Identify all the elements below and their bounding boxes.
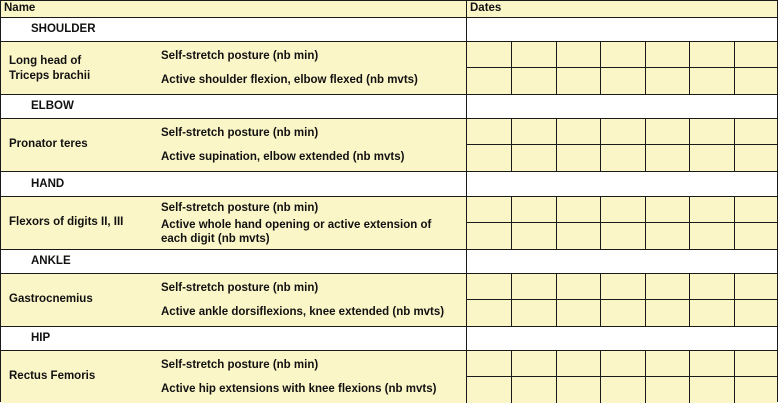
date-cell[interactable] bbox=[600, 377, 645, 403]
section-title: ELBOW bbox=[31, 100, 74, 112]
muscle-name bbox=[9, 137, 88, 152]
column-divider bbox=[600, 197, 601, 249]
row-divider bbox=[466, 144, 777, 145]
muscle-name-line: Triceps brachii bbox=[9, 70, 91, 82]
column-divider bbox=[645, 197, 646, 249]
exercise-label-line: each digit (nb mvts) bbox=[161, 233, 270, 245]
date-cell[interactable] bbox=[645, 197, 689, 223]
column-divider bbox=[645, 42, 646, 94]
date-cell[interactable] bbox=[600, 197, 645, 223]
column-divider bbox=[600, 42, 601, 94]
row-divider bbox=[466, 299, 777, 300]
date-cell[interactable] bbox=[466, 300, 511, 326]
section-title: HAND bbox=[31, 178, 65, 190]
column-divider bbox=[734, 119, 735, 171]
date-cell[interactable] bbox=[734, 119, 777, 145]
column-divider bbox=[511, 274, 512, 326]
section-row-elbow bbox=[1, 95, 777, 118]
date-cell[interactable] bbox=[600, 145, 645, 171]
date-cell[interactable] bbox=[556, 377, 600, 403]
date-cell[interactable] bbox=[734, 145, 777, 171]
header-dates-label: Dates bbox=[470, 2, 502, 14]
column-divider bbox=[689, 197, 690, 249]
muscle-name bbox=[9, 54, 90, 84]
muscle-name-line: Rectus Femoris bbox=[9, 370, 96, 382]
row-divider bbox=[1, 171, 777, 172]
date-cell[interactable] bbox=[466, 145, 511, 171]
date-cell[interactable] bbox=[511, 351, 556, 377]
column-divider bbox=[734, 197, 735, 249]
date-cell[interactable] bbox=[645, 274, 689, 300]
muscle-name-line: Gastrocnemius bbox=[9, 293, 93, 305]
column-divider bbox=[645, 119, 646, 171]
exercise-label bbox=[161, 218, 431, 246]
column-divider bbox=[689, 42, 690, 94]
date-cell[interactable] bbox=[600, 351, 645, 377]
date-cell[interactable] bbox=[466, 274, 511, 300]
section-title: ANKLE bbox=[31, 255, 71, 267]
date-cell[interactable] bbox=[689, 274, 734, 300]
date-cell[interactable] bbox=[600, 119, 645, 145]
date-cell[interactable] bbox=[689, 42, 734, 68]
date-cell[interactable] bbox=[511, 197, 556, 223]
date-cell[interactable] bbox=[734, 68, 777, 94]
muscle-name-line: Pronator teres bbox=[9, 138, 88, 150]
exercise-block-ankle bbox=[1, 274, 466, 326]
column-divider bbox=[556, 274, 557, 326]
date-cell[interactable] bbox=[689, 145, 734, 171]
table-header-row bbox=[1, 1, 777, 18]
date-cell[interactable] bbox=[511, 119, 556, 145]
date-cell[interactable] bbox=[645, 68, 689, 94]
date-cell[interactable] bbox=[511, 377, 556, 403]
date-cell[interactable] bbox=[556, 274, 600, 300]
date-cell[interactable] bbox=[734, 42, 777, 68]
date-cell[interactable] bbox=[689, 68, 734, 94]
column-divider bbox=[600, 351, 601, 403]
column-divider bbox=[734, 274, 735, 326]
date-cell[interactable] bbox=[556, 300, 600, 326]
date-cell[interactable] bbox=[466, 68, 511, 94]
column-divider bbox=[645, 351, 646, 403]
section-title: SHOULDER bbox=[31, 23, 96, 35]
date-cell[interactable] bbox=[645, 119, 689, 145]
column-divider bbox=[645, 274, 646, 326]
muscle-name-line: Flexors of digits II, III bbox=[9, 216, 124, 228]
date-cell[interactable] bbox=[511, 145, 556, 171]
column-divider bbox=[556, 351, 557, 403]
date-cell[interactable] bbox=[556, 223, 600, 249]
date-cell[interactable] bbox=[645, 300, 689, 326]
date-cell[interactable] bbox=[511, 68, 556, 94]
column-divider bbox=[689, 119, 690, 171]
exercise-label: Self-stretch posture (nb min) bbox=[161, 50, 319, 62]
date-cell[interactable] bbox=[556, 145, 600, 171]
exercise-block-hand bbox=[1, 197, 466, 249]
date-cell[interactable] bbox=[600, 68, 645, 94]
date-cell[interactable] bbox=[734, 197, 777, 223]
date-cell[interactable] bbox=[600, 223, 645, 249]
column-divider bbox=[511, 119, 512, 171]
date-cell[interactable] bbox=[466, 42, 511, 68]
date-cell[interactable] bbox=[511, 300, 556, 326]
column-divider bbox=[556, 42, 557, 94]
muscle-name bbox=[9, 292, 93, 307]
row-divider bbox=[466, 222, 777, 223]
exercise-label: Self-stretch posture (nb min) bbox=[161, 202, 319, 214]
column-divider bbox=[734, 42, 735, 94]
column-divider bbox=[511, 42, 512, 94]
date-cell[interactable] bbox=[689, 377, 734, 403]
exercise-label: Self-stretch posture (nb min) bbox=[161, 282, 319, 294]
column-divider bbox=[511, 351, 512, 403]
column-divider bbox=[689, 351, 690, 403]
date-cell[interactable] bbox=[734, 351, 777, 377]
exercise-block-elbow bbox=[1, 119, 466, 171]
date-cell[interactable] bbox=[556, 119, 600, 145]
date-cell[interactable] bbox=[645, 42, 689, 68]
date-cell[interactable] bbox=[600, 300, 645, 326]
exercise-label: Self-stretch posture (nb min) bbox=[161, 127, 319, 139]
exercise-label-line: Active whole hand opening or active extension of bbox=[161, 219, 432, 231]
date-cell[interactable] bbox=[556, 42, 600, 68]
date-cell[interactable] bbox=[734, 223, 777, 249]
date-cell[interactable] bbox=[511, 274, 556, 300]
column-divider bbox=[734, 351, 735, 403]
date-cell[interactable] bbox=[645, 377, 689, 403]
exercise-label: Active supination, elbow extended (nb mvts) bbox=[161, 151, 405, 163]
date-cell[interactable] bbox=[466, 377, 511, 403]
date-cell[interactable] bbox=[689, 197, 734, 223]
row-divider bbox=[466, 67, 777, 68]
date-cell[interactable] bbox=[466, 351, 511, 377]
column-divider bbox=[466, 1, 467, 403]
date-cell[interactable] bbox=[466, 223, 511, 249]
date-cell[interactable] bbox=[645, 351, 689, 377]
column-divider bbox=[600, 119, 601, 171]
section-row-hip bbox=[1, 327, 777, 350]
date-cell[interactable] bbox=[689, 351, 734, 377]
muscle-name-line: Long head of bbox=[9, 55, 82, 67]
exercise-label: Self-stretch posture (nb min) bbox=[161, 359, 319, 371]
exercise-label: Active shoulder flexion, elbow flexed (nb mvts) bbox=[161, 74, 418, 86]
date-cell[interactable] bbox=[600, 42, 645, 68]
column-divider bbox=[556, 119, 557, 171]
date-cell[interactable] bbox=[511, 42, 556, 68]
date-cell[interactable] bbox=[600, 274, 645, 300]
date-cell[interactable] bbox=[734, 274, 777, 300]
section-title: HIP bbox=[31, 332, 51, 344]
exercise-block-shoulder bbox=[1, 42, 466, 94]
date-cell[interactable] bbox=[466, 197, 511, 223]
date-cell[interactable] bbox=[556, 68, 600, 94]
date-cell[interactable] bbox=[645, 145, 689, 171]
section-row-shoulder bbox=[1, 18, 777, 41]
date-cell[interactable] bbox=[689, 119, 734, 145]
date-cell[interactable] bbox=[734, 377, 777, 403]
column-divider bbox=[556, 197, 557, 249]
date-cell[interactable] bbox=[556, 351, 600, 377]
muscle-name bbox=[9, 215, 123, 230]
date-cell[interactable] bbox=[511, 223, 556, 249]
exercise-label: Active ankle dorsiflexions, knee extended (nb mvts) bbox=[161, 306, 445, 318]
date-cell[interactable] bbox=[466, 119, 511, 145]
column-divider bbox=[511, 197, 512, 249]
column-divider bbox=[600, 274, 601, 326]
exercise-block-hip bbox=[1, 351, 466, 403]
date-cell[interactable] bbox=[689, 223, 734, 249]
date-cell[interactable] bbox=[689, 300, 734, 326]
date-cell[interactable] bbox=[734, 300, 777, 326]
section-row-ankle bbox=[1, 250, 777, 273]
date-cell[interactable] bbox=[645, 223, 689, 249]
section-row-hand bbox=[1, 173, 777, 196]
header-name-label: Name bbox=[4, 2, 36, 14]
row-divider bbox=[466, 376, 777, 377]
exercise-label: Active hip extensions with knee flexions (nb mvts) bbox=[161, 383, 437, 395]
column-divider bbox=[689, 274, 690, 326]
muscle-name bbox=[9, 369, 95, 384]
date-cell[interactable] bbox=[556, 197, 600, 223]
